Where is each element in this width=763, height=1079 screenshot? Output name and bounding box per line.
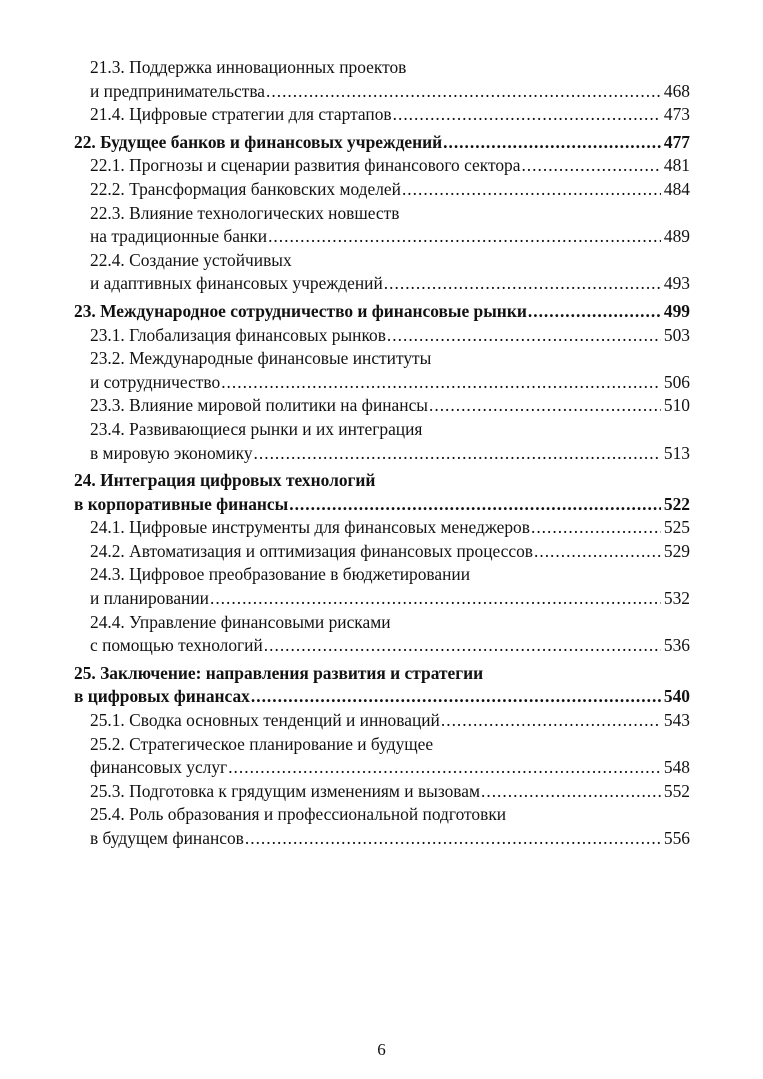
toc-entry-page: 540 xyxy=(663,686,690,707)
toc-section-entry xyxy=(74,634,690,658)
toc-section-entry xyxy=(74,324,690,348)
toc-entry-title: 22.4. Создание устойчивых xyxy=(90,249,292,270)
toc-entry-title: на традиционные банки xyxy=(90,226,268,247)
toc-entry-page: 506 xyxy=(663,371,690,392)
dot-leader xyxy=(387,324,661,348)
toc-entry-title: 22.1. Прогнозы и сценарии развития финансового сектора xyxy=(90,155,521,176)
toc-entry-title: 23.2. Международные финансовые институты xyxy=(90,348,432,369)
toc-entry-page: 468 xyxy=(663,80,690,101)
dot-leader xyxy=(521,154,660,178)
toc-entry-title: и адаптивных финансовых учреждений xyxy=(90,273,383,294)
toc-entry-page: 489 xyxy=(663,226,690,247)
toc-entry-title: 23.1. Глобализация финансовых рынков xyxy=(90,324,386,345)
toc-entry-title: 22.2. Трансформация банковских моделей xyxy=(90,178,401,199)
dot-leader xyxy=(443,131,661,155)
toc-section-entry xyxy=(74,103,690,127)
toc-entry-page: 556 xyxy=(663,828,690,848)
toc-section-entry xyxy=(74,540,690,564)
dot-leader xyxy=(393,103,661,127)
toc-section-entry xyxy=(74,249,690,273)
toc-section-entry xyxy=(74,154,690,178)
toc-chapter-entry xyxy=(74,685,690,709)
toc-entry-title: и предпринимательства xyxy=(90,80,266,101)
toc-chapter-entry xyxy=(74,469,690,493)
toc-entry-title: в цифровых финансах xyxy=(74,686,250,707)
toc-section-entry xyxy=(74,611,690,635)
toc-section-entry xyxy=(74,202,690,226)
toc-entry-page: 543 xyxy=(663,710,690,731)
toc-entry-title: 23. Международное сотрудничество и финансовые рынки xyxy=(74,300,527,321)
toc-entry-page: 548 xyxy=(663,757,690,778)
toc-section-entry xyxy=(74,563,690,587)
toc-entry-page: 493 xyxy=(663,273,690,294)
dot-leader xyxy=(210,587,661,611)
dot-leader xyxy=(429,394,661,418)
dot-leader xyxy=(534,540,661,564)
dot-leader xyxy=(289,493,661,517)
toc-section-entry xyxy=(74,733,690,757)
toc-section-entry xyxy=(74,442,690,466)
toc-section-entry xyxy=(74,756,690,780)
dot-leader xyxy=(245,827,661,851)
toc-entry-page: 552 xyxy=(663,780,690,801)
toc-entry-title: 21.3. Поддержка инновационных проектов xyxy=(90,57,407,77)
toc-entry-title: 22.3. Влияние технологических новшеств xyxy=(90,202,400,223)
toc-entry-title: 24. Интеграция цифровых технологий xyxy=(74,470,376,491)
toc-entry-title: 22. Будущее банков и финансовых учреждений xyxy=(74,131,443,152)
toc-section-entry xyxy=(74,418,690,442)
toc-entry-title: с помощью технологий xyxy=(90,635,263,656)
toc-entry-title: 25.2. Стратегическое планирование и будущее xyxy=(90,733,434,754)
toc-section-entry xyxy=(74,587,690,611)
toc-entry-page: 529 xyxy=(663,540,690,561)
dot-leader xyxy=(221,371,661,395)
toc-section-entry xyxy=(74,56,690,80)
toc-entry-page: 477 xyxy=(663,131,690,152)
toc-entry-title: 24.3. Цифровое преобразование в бюджетировании xyxy=(90,564,471,585)
toc-section-entry xyxy=(74,827,690,851)
toc-entry-title: 23.4. Развивающиеся рынки и их интеграция xyxy=(90,418,423,439)
dot-leader xyxy=(266,80,661,104)
toc-entry-title: 24.4. Управление финансовыми рисками xyxy=(90,611,391,632)
table-of-contents xyxy=(74,56,690,851)
toc-entry-title: 25. Заключение: направления развития и стратегии xyxy=(74,662,484,683)
dot-leader xyxy=(251,685,661,709)
toc-section-entry xyxy=(74,394,690,418)
toc-entry-page: 473 xyxy=(663,104,690,125)
dot-leader xyxy=(384,272,661,296)
dot-leader xyxy=(402,178,661,202)
toc-entry-page: 503 xyxy=(663,324,690,345)
dot-leader xyxy=(441,709,661,733)
toc-entry-page: 510 xyxy=(663,395,690,416)
toc-entry-page: 499 xyxy=(663,300,690,321)
toc-chapter-entry xyxy=(74,493,690,517)
toc-entry-title: в корпоративные финансы xyxy=(74,493,289,514)
toc-entry-page: 525 xyxy=(663,517,690,538)
dot-leader xyxy=(228,756,661,780)
toc-entry-page: 536 xyxy=(663,635,690,656)
toc-section-entry xyxy=(74,371,690,395)
toc-section-entry xyxy=(74,780,690,804)
dot-leader xyxy=(254,442,661,466)
toc-section-entry xyxy=(74,80,690,104)
toc-section-entry xyxy=(74,272,690,296)
toc-entry-title: 25.1. Сводка основных тенденций и инноваций xyxy=(90,710,440,731)
toc-entry-title: 24.1. Цифровые инструменты для финансовых менеджеров xyxy=(90,517,530,538)
toc-entry-title: 25.3. Подготовка к грядущим изменениям и вызовам xyxy=(90,780,481,801)
toc-entry-title: 25.4. Роль образования и профессиональной подготовки xyxy=(90,804,507,825)
toc-section-entry xyxy=(74,516,690,540)
toc-entry-page: 532 xyxy=(663,588,690,609)
toc-entry-title: и сотрудничество xyxy=(90,371,221,392)
toc-entry-title: в будущем финансов xyxy=(90,828,244,848)
toc-chapter-entry xyxy=(74,300,690,324)
dot-leader xyxy=(264,634,661,658)
toc-entry-page: 513 xyxy=(663,442,690,463)
toc-section-entry xyxy=(74,709,690,733)
dot-leader xyxy=(481,780,661,804)
toc-entry-title: 24.2. Автоматизация и оптимизация финансовых процессов xyxy=(90,540,533,561)
page-number: 6 xyxy=(377,1040,386,1059)
toc-entry-title: в мировую экономику xyxy=(90,442,253,463)
toc-section-entry xyxy=(74,347,690,371)
dot-leader xyxy=(528,300,661,324)
toc-entry-page: 484 xyxy=(663,178,690,199)
dot-leader xyxy=(531,516,661,540)
toc-chapter-entry xyxy=(74,131,690,155)
toc-entry-page: 481 xyxy=(663,155,690,176)
toc-entry-title: финансовых услуг xyxy=(90,757,228,778)
toc-section-entry xyxy=(74,803,690,827)
toc-entry-title: 21.4. Цифровые стратегии для стартапов xyxy=(90,104,392,125)
toc-section-entry xyxy=(74,225,690,249)
toc-entry-title: и планировании xyxy=(90,588,209,609)
toc-entry-title: 23.3. Влияние мировой политики на финансы xyxy=(90,395,428,416)
dot-leader xyxy=(268,225,661,249)
toc-section-entry xyxy=(74,178,690,202)
toc-entry-page: 522 xyxy=(663,493,690,514)
toc-chapter-entry xyxy=(74,662,690,686)
